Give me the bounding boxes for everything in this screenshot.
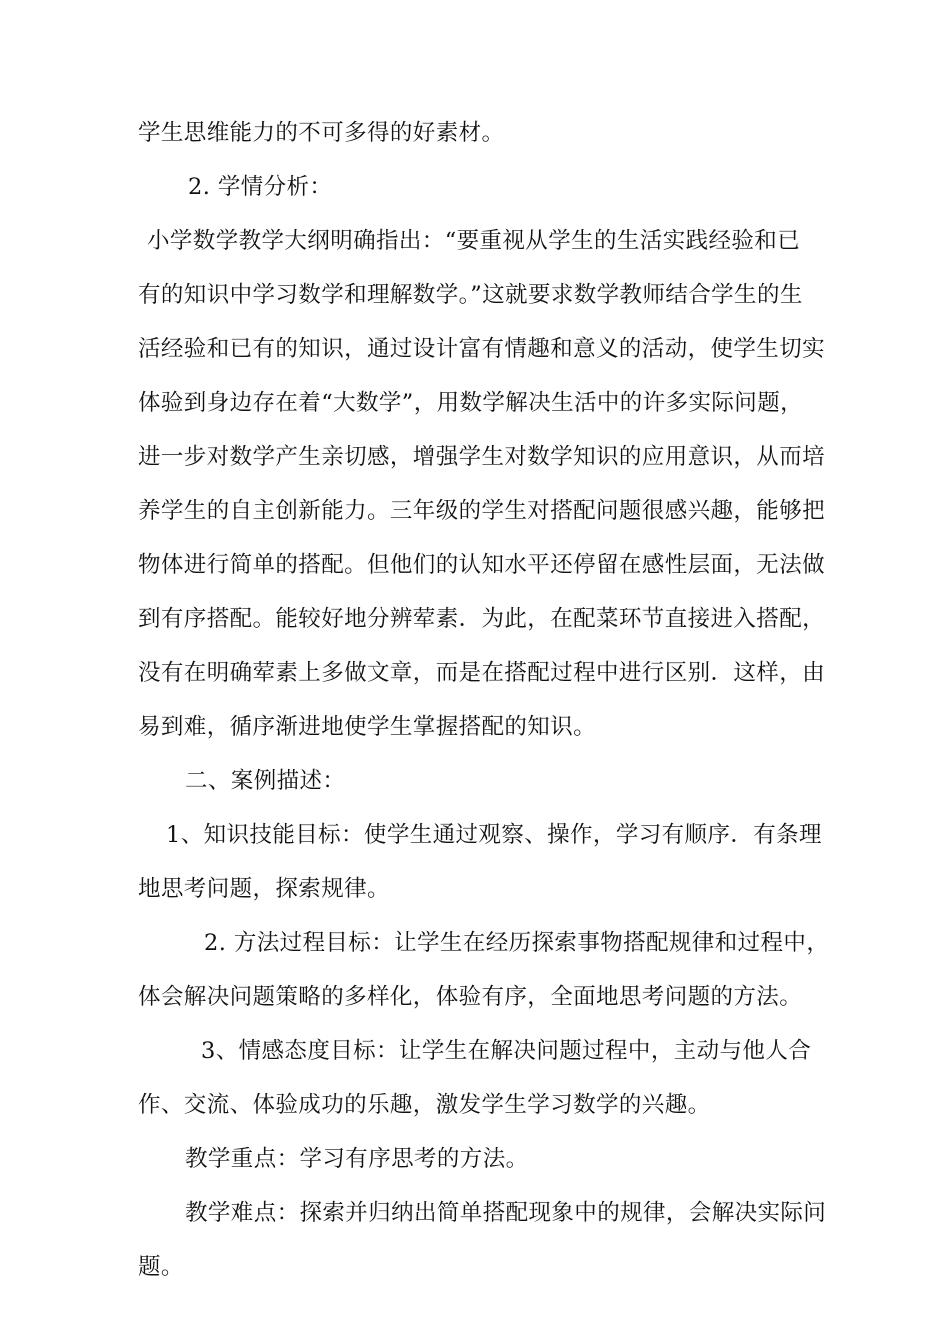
text-line: 题。 (138, 1254, 184, 1280)
text-line: 教学难点：探索并归纳出简单搭配现象中的规律，会解决实际问 (185, 1200, 827, 1226)
text-line: 易到难，循序渐进地使学生掌握搭配的知识。 (138, 714, 597, 740)
text-line: 没有在明确荤素上多做文章，而是在搭配过程中进行区别．这样，由 (138, 660, 826, 686)
text-line: 体验到身边存在着“大数学”，用数学解决生活中的许多实际问题， (138, 390, 804, 416)
text-line: 进一步对数学产生亲切感，增强学生对数学知识的应用意识，从而培 (138, 444, 826, 470)
text-line: 物体进行简单的搭配。但他们的认知水平还停留在感性层面，无法做 (138, 552, 826, 578)
text-line: 地思考问题，探索规律。 (138, 876, 390, 902)
text-line: 到有序搭配。能较好地分辨荤素．为此，在配菜环节直接进入搭配， (138, 606, 826, 632)
text-line: 小学数学教学大纲明确指出：“要重视从学生的生活实践经验和已 (147, 228, 801, 254)
text-line: 活经验和已有的知识，通过设计富有情趣和意义的活动，使学生切实 (138, 336, 826, 362)
text-line: 教学重点：学习有序思考的方法。 (185, 1146, 529, 1172)
text-line: 养学生的自主创新能力。三年级的学生对搭配问题很感兴趣，能够把 (138, 498, 826, 524)
text-line: 3、情感态度目标：让学生在解决问题过程中，主动与他人合 (201, 1038, 812, 1064)
text-line: 学生思维能力的不可多得的好素材。 (138, 120, 505, 146)
text-line: 体会解决问题策略的多样化，体验有序，全面地思考问题的方法。 (138, 984, 803, 1010)
text-line: 有的知识中学习数学和理解数学。”这就要求数学教师结合学生的生 (138, 282, 803, 308)
text-line: 1、知识技能目标：使学生通过观察、操作，学习有顺序．有条理 (166, 822, 822, 848)
text-line: 2. 方法过程目标：让学生在经历探索事物搭配规律和过程中， (204, 930, 830, 956)
text-line: 作、交流、体验成功的乐趣，激发学生学习数学的兴趣。 (138, 1092, 711, 1118)
section-heading: 二、案例描述： (185, 768, 346, 794)
section-heading: 2. 学情分析： (188, 174, 333, 200)
